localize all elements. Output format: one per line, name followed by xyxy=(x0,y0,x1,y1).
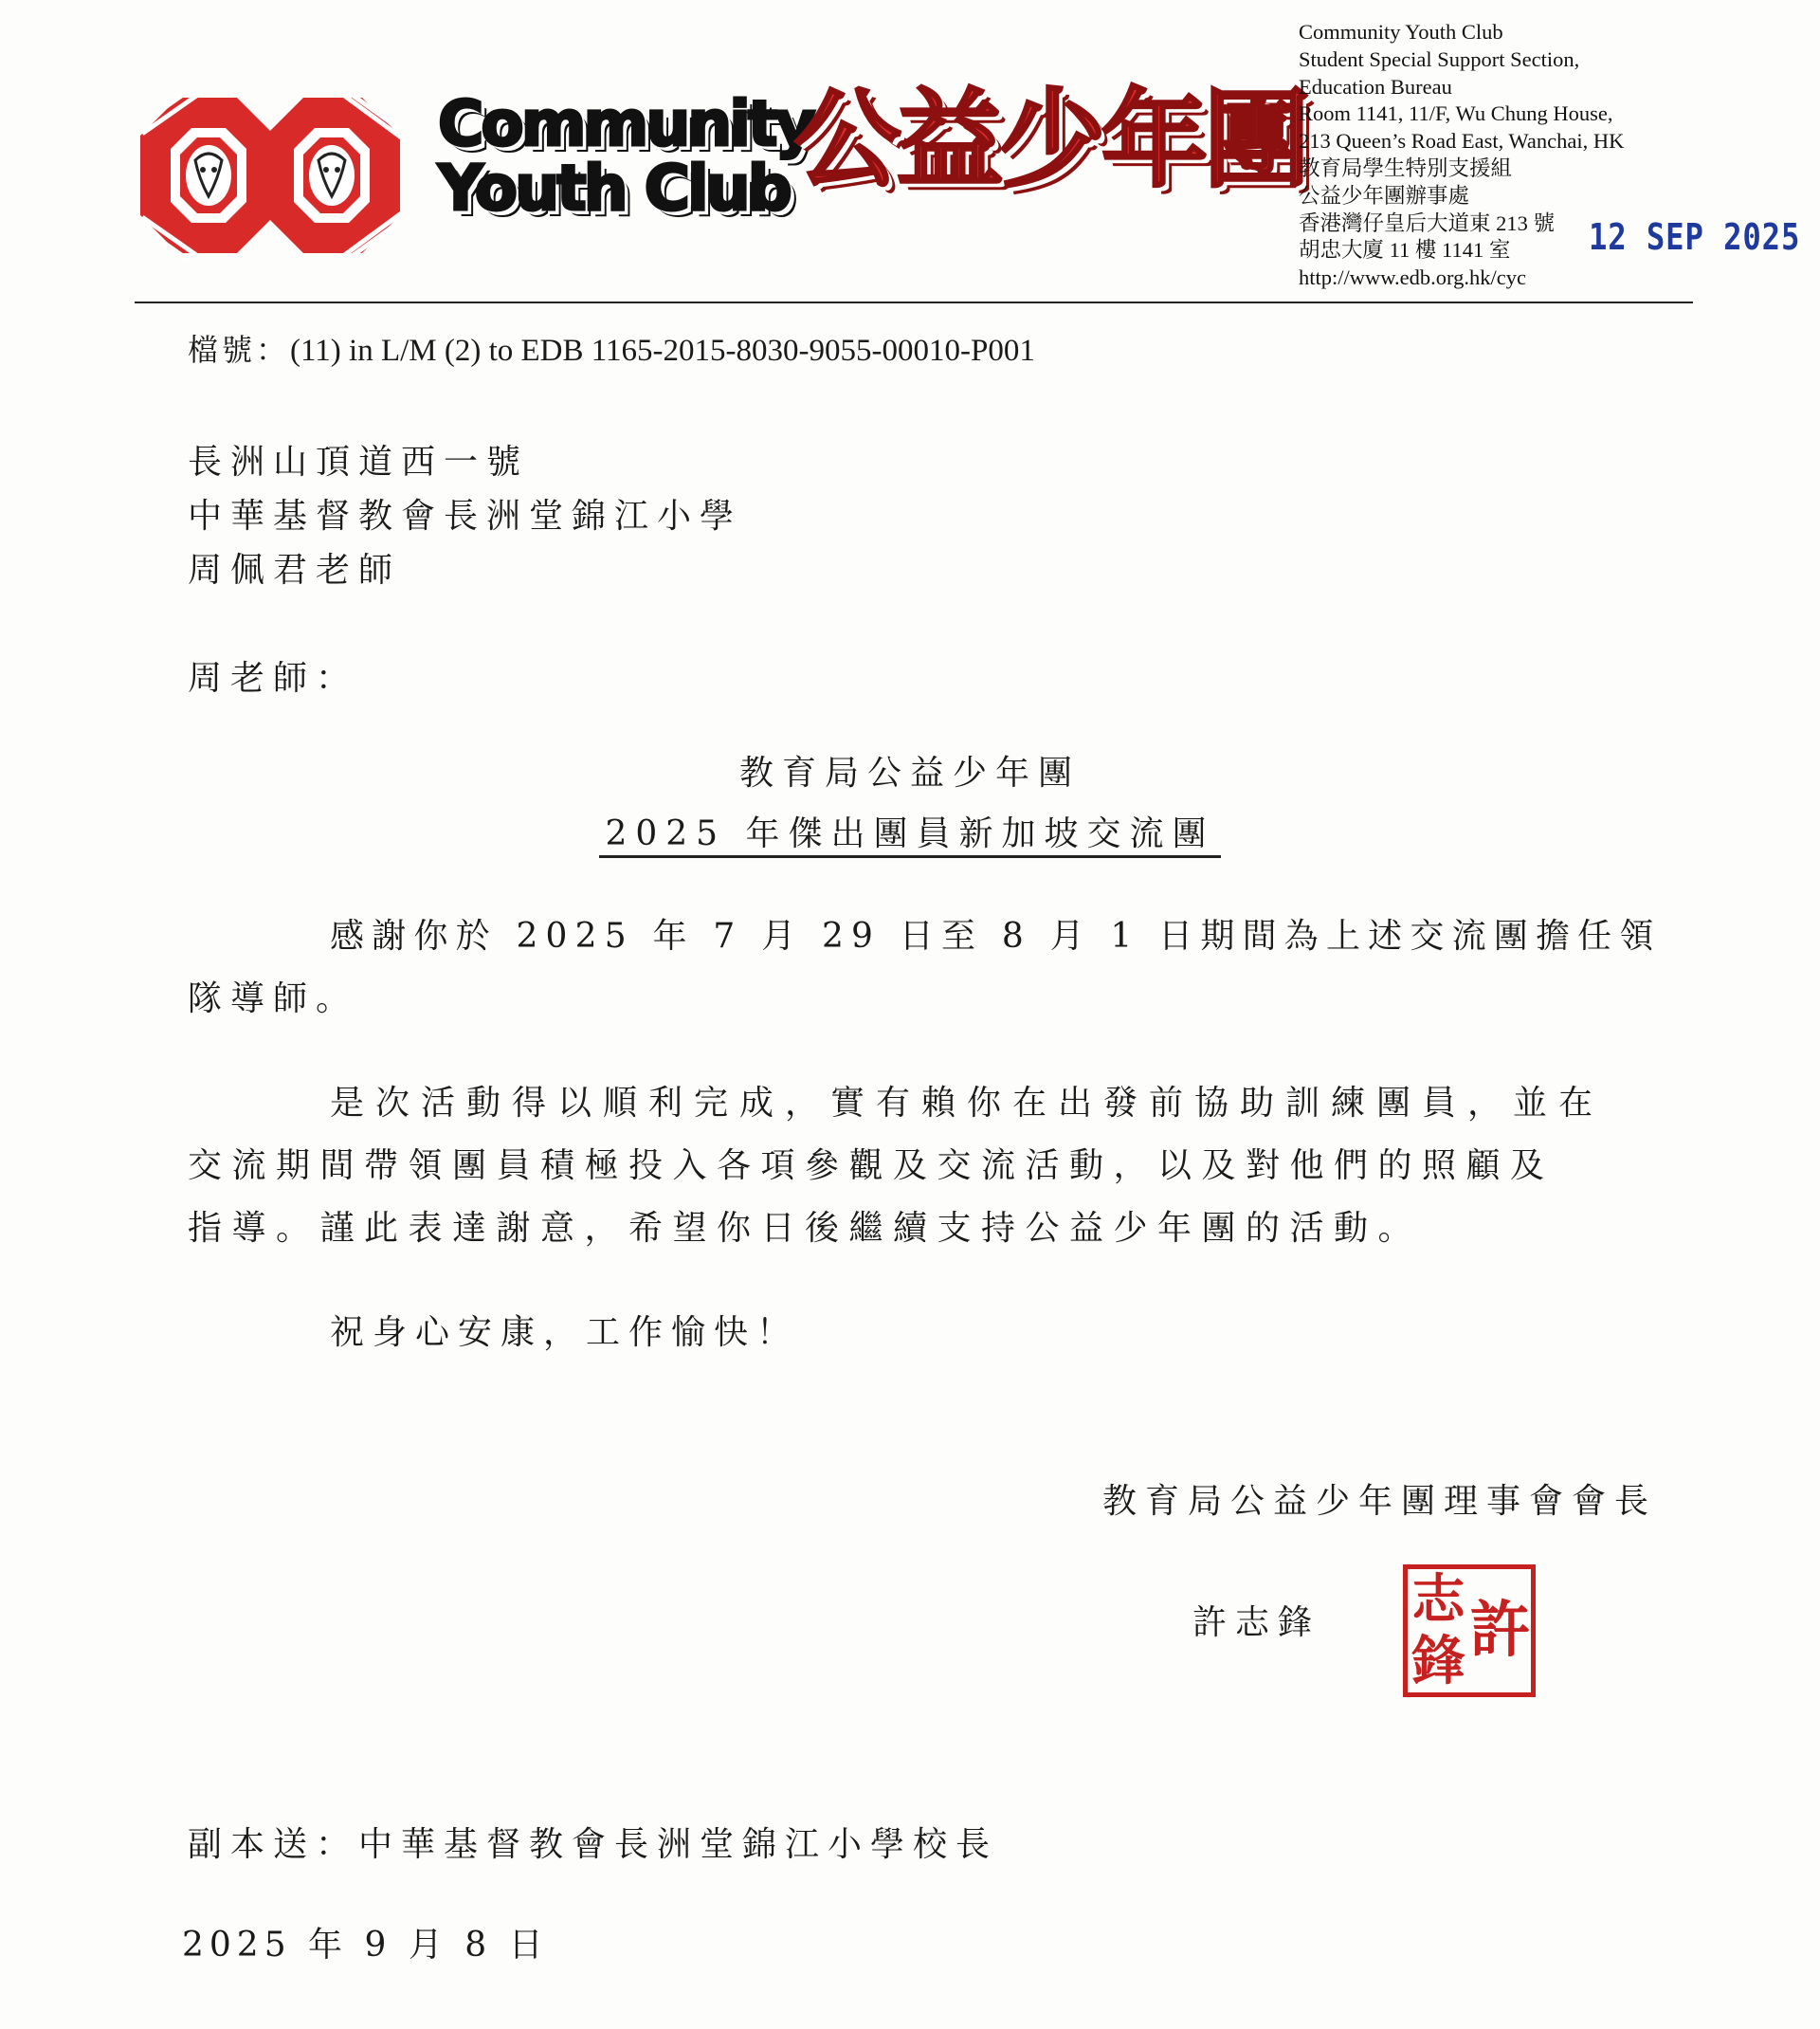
address-line: 胡忠大廈 11 樓 1141 室 xyxy=(1299,238,1511,263)
address-line: Room 1141, 11/F, Wu Chung House, xyxy=(1299,101,1613,126)
reference-value: (11) in L/M (2) to EDB 1165-2015-8030-9055-00010-P001 xyxy=(290,334,1035,368)
letter-date: 2025 年 9 月 8 日 xyxy=(182,1926,549,1965)
address-website: http://www.edb.org.hk/cyc xyxy=(1299,265,1526,290)
paragraph-1-line2: 隊導師。 xyxy=(188,979,359,1018)
subject-line1: 教育局公益少年團 xyxy=(738,754,1081,793)
logo-chinese-wordmark: 公益少年團 xyxy=(794,79,1306,202)
address-line: Community Youth Club xyxy=(1299,20,1503,44)
header-divider xyxy=(135,302,1693,303)
address-line: 公益少年團辦事處 xyxy=(1299,183,1470,208)
recipient-school: 中華基督教會長洲堂錦江小學 xyxy=(188,497,743,536)
address-line: 香港灣仔皇后大道東 213 號 xyxy=(1299,210,1556,235)
paragraph-2-line2: 交流期間帶領團員積極投入各項參觀及交流活動，以及對他們的照顧及 xyxy=(188,1146,1555,1185)
signatory-title: 教育局公益少年團理事會會長 xyxy=(1101,1482,1657,1521)
salutation: 周老師： xyxy=(188,659,359,698)
address-line: Education Bureau xyxy=(1299,74,1452,99)
closing-greeting: 祝身心安康，工作愉快！ xyxy=(330,1313,800,1352)
signatory-name: 許志鋒 xyxy=(1192,1603,1321,1642)
address-line: 213 Queen’s Road East, Wanchai, HK xyxy=(1299,129,1625,154)
signature-seal-stamp xyxy=(1403,1564,1536,1697)
reference-label: 檔號： xyxy=(188,332,291,368)
seal-char: 志 xyxy=(1411,1568,1465,1631)
logo-english-line2: Youth Club xyxy=(438,152,790,225)
reference-number xyxy=(188,332,1035,371)
logo-english-line1: Community xyxy=(438,87,813,160)
recipient-address: 長洲山頂道西一號 xyxy=(188,443,530,482)
recipient-name: 周佩君老師 xyxy=(188,551,402,590)
paragraph-2-line1: 是次活動得以順利完成，實有賴你在出發前協助訓練團員，並在 xyxy=(330,1084,1605,1123)
address-line: 教育局學生特別支援組 xyxy=(1299,155,1513,180)
logo-english-wordmark xyxy=(438,87,813,226)
seal-char: 許 xyxy=(1469,1596,1531,1666)
subject-line2: 2025 年傑出團員新加坡交流團 xyxy=(599,817,1220,858)
address-line: Student Special Support Section, xyxy=(1299,46,1580,71)
seal-char: 鋒 xyxy=(1411,1630,1465,1692)
carbon-copy-line: 副本送：中華基督教會長洲堂錦江小學校長 xyxy=(188,1825,999,1864)
paragraph-2-line3: 指導。謹此表達謝意，希望你日後繼續支持公益少年團的活動。 xyxy=(188,1209,1423,1248)
received-date-stamp: 12 SEP 2025 xyxy=(1589,216,1801,258)
club-emblem-icon xyxy=(133,90,408,261)
subject-line2-wrap xyxy=(0,814,1820,858)
paragraph-1-line1: 感謝你於 2025 年 7 月 29 日至 8 月 1 日期間為上述交流團擔任領 xyxy=(330,917,1662,956)
